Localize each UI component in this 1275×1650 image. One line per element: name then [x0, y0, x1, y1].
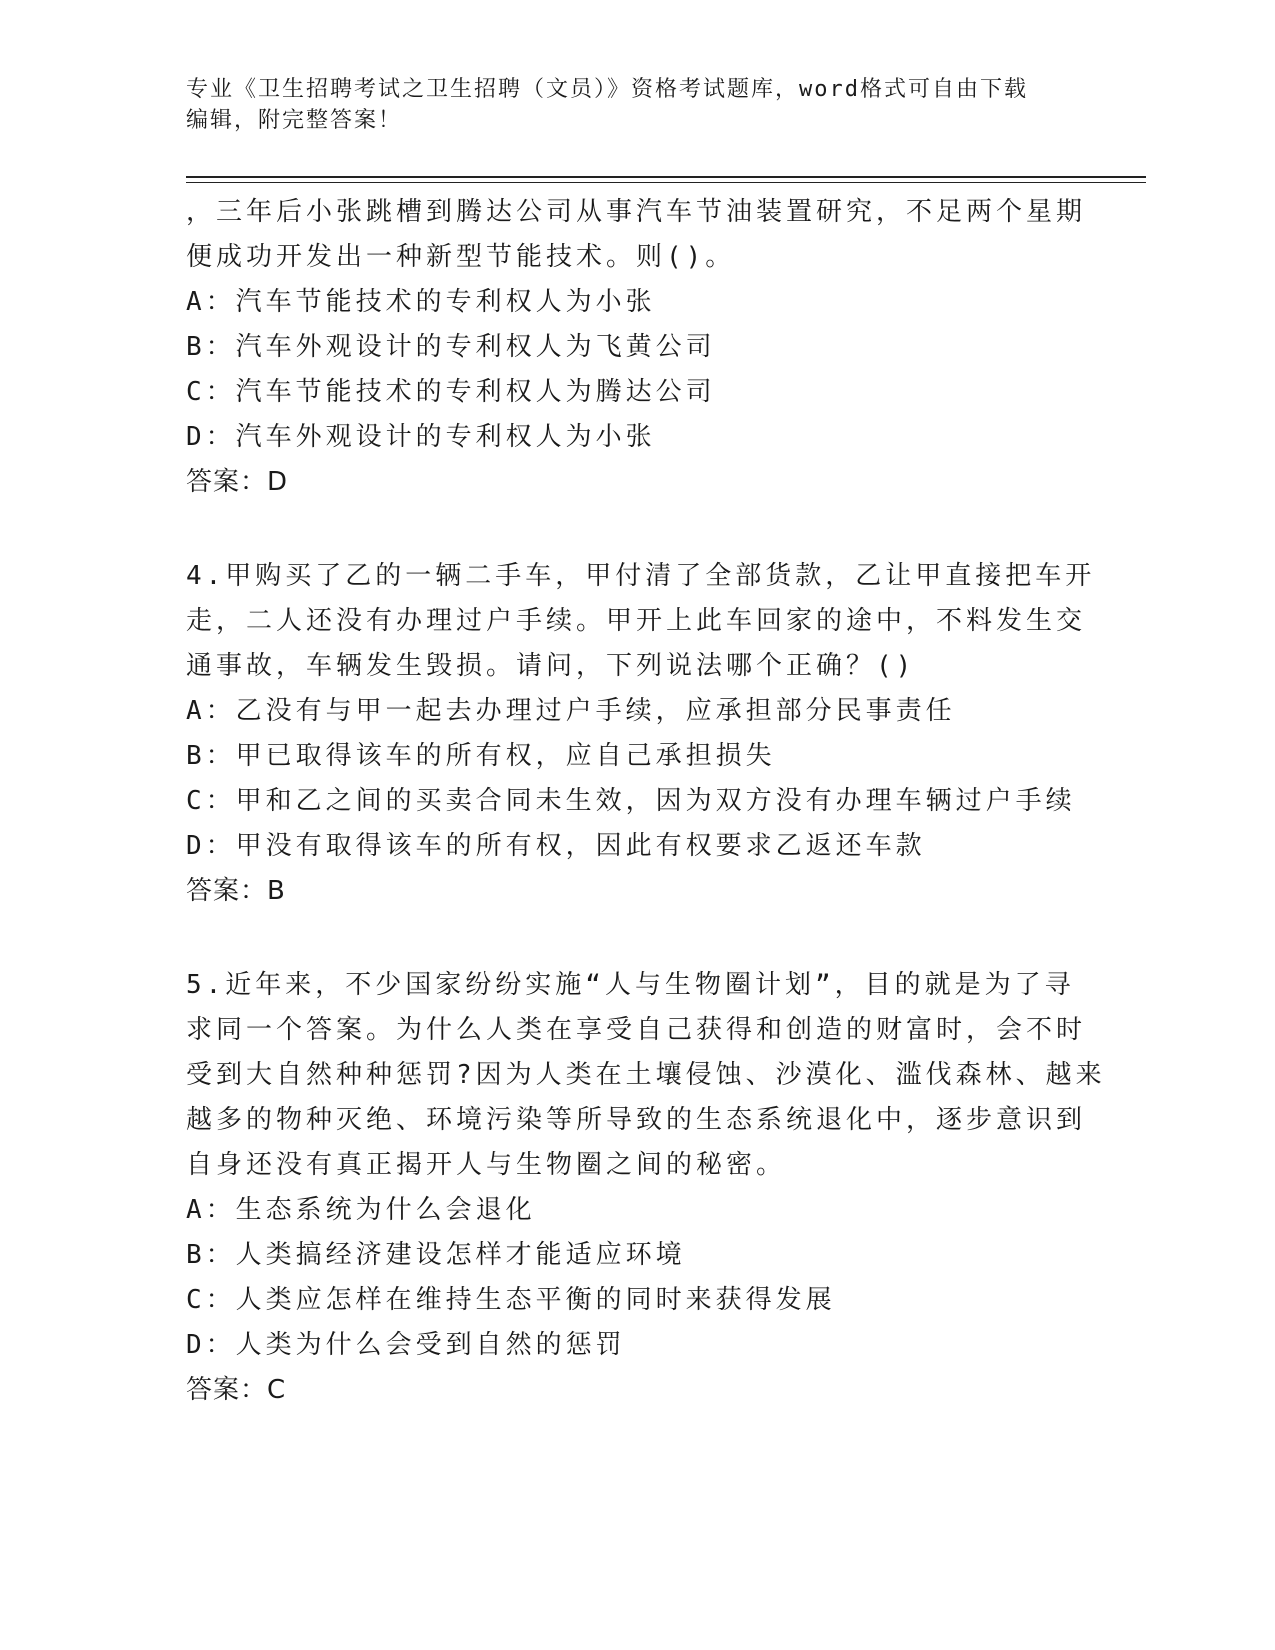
question-5-option-a: A：生态系统为什么会退化: [186, 1195, 536, 1225]
question-4: [186, 554, 1096, 914]
question-5-option-d: D：人类为什么会受到自然的惩罚: [186, 1330, 626, 1360]
question-4-stem-line-2: 走，二人还没有办理过户手续。甲开上此车回家的途中，不料发生交: [186, 606, 1087, 636]
question-3-answer: 答案：D: [186, 467, 289, 497]
question-4-option-b: B：甲已取得该车的所有权，应自己承担损失: [186, 741, 776, 771]
header-line-1: 专业《卫生招聘考试之卫生招聘（文员）》资格考试题库，word格式可自由下载: [186, 77, 1028, 102]
question-4-stem-line-1: 4.甲购买了乙的一辆二手车，甲付清了全部货款，乙让甲直接把车开: [186, 561, 1096, 591]
document-header: [186, 74, 1086, 136]
question-5-stem-line-2: 求同一个答案。为什么人类在享受自己获得和创造的财富时，会不时: [186, 1015, 1087, 1045]
question-5: [186, 963, 1106, 1413]
question-3-option-a: A：汽车节能技术的专利权人为小张: [186, 287, 656, 317]
question-4-option-c: C：甲和乙之间的买卖合同未生效，因为双方没有办理车辆过户手续: [186, 786, 1076, 816]
question-3-option-c: C：汽车节能技术的专利权人为腾达公司: [186, 377, 716, 407]
header-line-2: 编辑，附完整答案！: [186, 108, 403, 133]
question-4-stem-line-3: 通事故，车辆发生毁损。请问，下列说法哪个正确？(): [186, 651, 916, 681]
question-4-option-a: A：乙没有与甲一起去办理过户手续，应承担部分民事责任: [186, 696, 956, 726]
question-5-stem-line-1: 5.近年来，不少国家纷纷实施“人与生物圈计划”，目的就是为了寻: [186, 970, 1075, 1000]
header-divider-thin: [186, 182, 1146, 183]
question-3: [186, 190, 1087, 505]
question-5-option-c: C：人类应怎样在维持生态平衡的同时来获得发展: [186, 1285, 836, 1315]
question-list: [186, 190, 1106, 1413]
question-3-stem-line-2: 便成功开发出一种新型节能技术。则()。: [186, 242, 736, 272]
question-5-stem-line-3: 受到大自然种种惩罚?因为人类在土壤侵蚀、沙漠化、滥伐森林、越来: [186, 1060, 1106, 1090]
question-4-option-d: D：甲没有取得该车的所有权，因此有权要求乙返还车款: [186, 831, 926, 861]
question-3-option-d: D：汽车外观设计的专利权人为小张: [186, 422, 656, 452]
question-3-stem-line-1: ，三年后小张跳槽到腾达公司从事汽车节油装置研究，不足两个星期: [186, 197, 1087, 227]
question-5-answer: 答案：C: [186, 1375, 287, 1405]
header-divider-thick: [186, 176, 1146, 178]
question-5-stem-line-4: 越多的物种灭绝、环境污染等所导致的生态系统退化中，逐步意识到: [186, 1105, 1087, 1135]
question-5-option-b: B：人类搞经济建设怎样才能适应环境: [186, 1240, 686, 1270]
question-3-option-b: B：汽车外观设计的专利权人为飞黄公司: [186, 332, 716, 362]
question-5-stem-line-5: 自身还没有真正揭开人与生物圈之间的秘密。: [186, 1150, 787, 1180]
question-4-answer: 答案：B: [186, 876, 286, 906]
